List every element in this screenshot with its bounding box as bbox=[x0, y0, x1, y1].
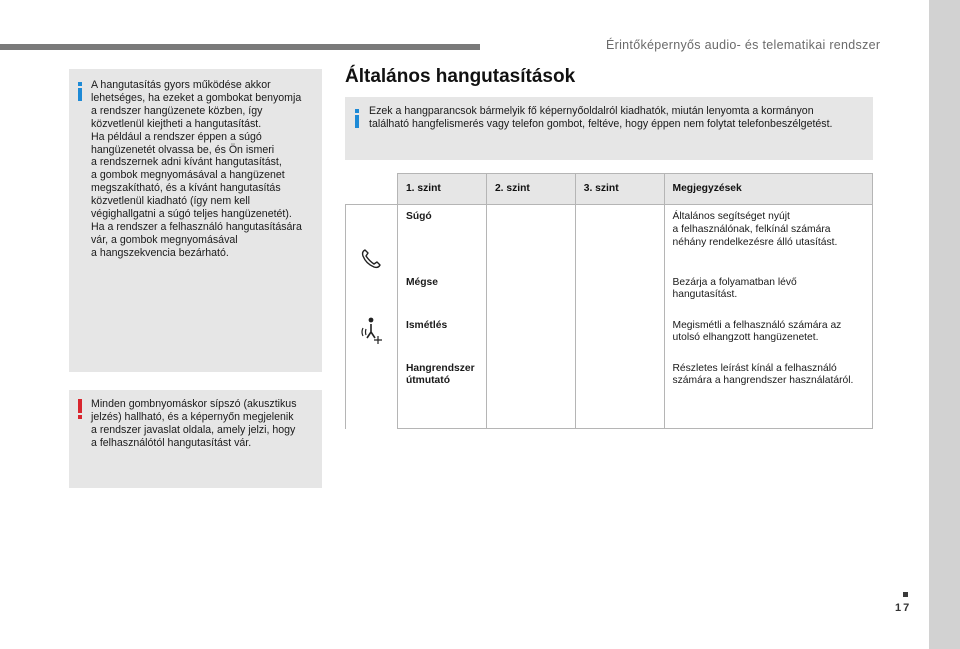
warning-note-text: Minden gombnyomáskor sípszó (akusztikus jelzés) hallható, és a képernyőn megjelenik a rendszer javaslat oldala, amely jelzi, hogy a felhasználótól hangutasítást vár. bbox=[91, 398, 297, 449]
section-title: Általános hangutasítások bbox=[345, 66, 576, 87]
cell-note: Megismétli a felhasználó számára az utolsó elhangzott hangüzenetet. bbox=[664, 314, 873, 357]
table-row bbox=[346, 205, 873, 271]
table-header-level2: 2. szint bbox=[486, 174, 575, 205]
cell-level3 bbox=[575, 271, 664, 314]
cell-level1: Súgó bbox=[397, 205, 486, 271]
table-header-level3: 3. szint bbox=[575, 174, 664, 205]
cell-level1: Ismétlés bbox=[397, 314, 486, 357]
cell-level3 bbox=[575, 314, 664, 357]
cell-level2 bbox=[486, 357, 575, 429]
info-note-text: A hangutasítás gyors működése akkor lehetséges, ha ezeket a gombokat benyomja a rendszer hangüzenete közben, így közvetlenül kiejtheti a hangutasítást. Ha például a rendszer éppen a súgó hangüzenetét olvassa be, és Ön ismeri a rendszernek adni kívánt hangutasítást, a gombok megnyomásával a hangüzenet megszakítható, és a kívánt hangutasítás közvetlenül kiadható (így nem kell végighallgatni a súgó teljes hangüzenetét). Ha a rendszer a felhasználó hangutasítására vár, a gombok megnyomásával a hangszekvencia bezárható. bbox=[91, 79, 302, 259]
cell-note: Általános segítséget nyújt a felhasználónak, felkínál számára néhány rendelkezésre álló utasítást. bbox=[664, 205, 873, 271]
page-marker bbox=[903, 592, 908, 597]
page-header-title: Érintőképernyős audio- és telematikai rendszer bbox=[606, 38, 881, 52]
table-header-notes: Megjegyzések bbox=[664, 174, 873, 205]
table-row bbox=[346, 314, 873, 357]
cell-level2 bbox=[486, 314, 575, 357]
warning-note-box bbox=[69, 390, 322, 488]
cell-note: Bezárja a folyamatban lévő hangutasítást. bbox=[664, 271, 873, 314]
cell-level2 bbox=[486, 271, 575, 314]
phone-icon bbox=[359, 247, 383, 271]
voice-command-icon bbox=[358, 316, 384, 346]
voice-command-table bbox=[345, 173, 873, 429]
cell-level3 bbox=[575, 357, 664, 429]
table-row bbox=[346, 271, 873, 314]
table-header-level1: 1. szint bbox=[397, 174, 486, 205]
cell-note: Részletes leírást kínál a felhasználó számára a hangrendszer használatáról. bbox=[664, 357, 873, 429]
cell-level1: Hangrendszer útmutató bbox=[397, 357, 486, 429]
cell-level3 bbox=[575, 205, 664, 271]
side-margin-strip bbox=[929, 0, 960, 649]
table-icon-cell bbox=[346, 205, 398, 429]
header-rule bbox=[0, 44, 480, 50]
info-note-box bbox=[69, 69, 322, 372]
table-header-row bbox=[346, 174, 873, 205]
table-header-empty bbox=[346, 174, 398, 205]
page-number: 17 bbox=[895, 602, 912, 614]
section-info-text: Ezek a hangparancsok bármelyik fő képernyőoldalról kiadhatók, miután lenyomta a kormányon található hangfelismerés vagy telefon gombot, feltéve, hogy éppen nem folytat telefonbeszélgetést. bbox=[369, 105, 833, 130]
cell-level2 bbox=[486, 205, 575, 271]
cell-level1: Mégse bbox=[397, 271, 486, 314]
section-info-box bbox=[345, 97, 873, 160]
table-row bbox=[346, 357, 873, 429]
